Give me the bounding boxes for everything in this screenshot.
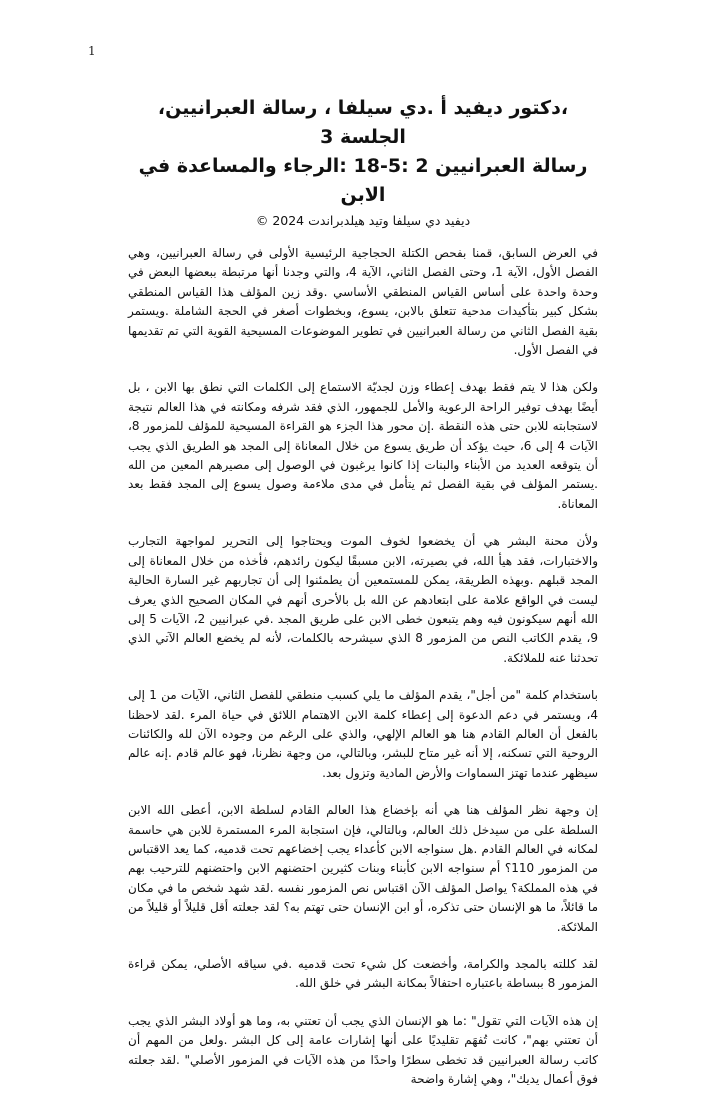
document-title bbox=[128, 94, 598, 210]
page-number: 1 bbox=[88, 44, 96, 58]
paragraph-7: إن هذه الآيات التي تقول" :ما هو الإنسان الذي يجب أن تعتني به، وما هو أولاد البشر الذي يجب أن تعتني بهم"، كانت تُفهَم تقليديًا على أنها إشارات عامة إلى كل البشر .ولعل من المهم أن كاتب رسالة العبرانيين قد تخطى سطرًا واحدًا من هذه الآيات في المزمور الأصلي" .لقد جعلته فوق أعمال يديك"، وهي إشارة واضحة bbox=[128, 1013, 598, 1087]
paragraph-1: في العرض السابق، قمنا بفحص الكتلة الحجاجية الرئيسية الأولى في رسالة العبرانيين، وهي الفصل الأول، الآية 1، وحتى الفصل الثاني، الآية 4، والتي وجدنا أنها مرتبطة ببعضها البعض في وحدة واحدة على أساس القياس المنطقي الأساسي .وقد زين المؤلف هذا القياس المنطقي بشكل كبير بتأكيدات مدحية تتعلق بالابن، يسوع، وبخطوات أصغر في الحجة الشاملة .ويستمر بقية الفصل الثاني من رسالة العبرانيين في تطوير الموضوعات المسيحية القوية التي تم تقديمها في الفصل الأول. bbox=[128, 246, 598, 358]
paragraph-3: ولأن محنة البشر هي أن يخضعوا لخوف الموت ويحتاجوا إلى التحرير لمواجهة التجارب والاختبارات، فقد هيأ الله، في بصيرته، الابن مسبقًا ليكون رائدهم، فأخذه من خلال المعاناة إلى المجد قبلهم .وبهذه الطريقة، يمكن للمستمعين أن يطمئنوا إلى أن تجاربهم غير السارة الحالية ليست في الواقع علامة على ابتعادهم عن الله بل بالأحرى أنهم في المكان الصحيح الذي يعرف الله أنهم سيكونون فيه وهم يتبعون خطى الابن على طريق المجد .في عبرانيين 2، الآيات 5 إلى 9، يقدم الكاتب النص من المزمور 8 الذي سيشرحه بالكلمات، لأنه لم يخضع العالم الآتي الذي تحدثنا عنه للملائكة. bbox=[128, 534, 598, 665]
title-line-2: رسالة العبرانيين 2 :5-18 :الرجاء والمساعدة في الابن bbox=[138, 155, 588, 206]
paragraph-5: إن وجهة نظر المؤلف هنا هي أنه بإخضاع هذا العالم القادم لسلطة الابن، أعطى الله الابن السلطة على من سيدخل ذلك العالم، وبالتالي، فإن استجابة المرء المستمرة للابن هي حاسمة لمكانه في العالم القادم .هل سنواجه الابن كأعداء يجب إخضاعهم تحت قدميه، كما يعد الاقتباس من المزمور 110؟ أم سنواجه الابن كأبناء وبنات كثيرين احتضنهم الابن واحتضنهم للترحيب بهم في هذه المملكة؟ يواصل المؤلف الآن اقتباس نص المزمور نفسه .لقد شهد شخص ما في مكان ما قائلاً، ما هو الإنسان حتى تذكره، أو ابن الإنسان حتى تهتم به؟ لقد جعلته أقل قليلاً أو قليلاً من الملائكة. bbox=[128, 803, 598, 934]
paragraph-6: لقد كللته بالمجد والكرامة، وأخضعت كل شيء تحت قدميه .في سياقه الأصلي، يمكن قراءة المزمور 8 ببساطة باعتباره احتفالاً بمكانة البشر في خلق الله. bbox=[128, 957, 598, 991]
paragraph-2: ولكن هذا لا يتم فقط بهدف إعطاء وزن لجديّة الاستماع إلى الكلمات التي نطق بها الابن ، بل أيضًا بهدف توفير الراحة الرعوية والأمل للجمهور، الذي فقد شرفه ومكانته في هذا العالم نتيجة لاستجابته للابن حتى هذه النقطة .إن محور هذا الجزء هو القراءة المسيحية للمؤلف للمزمور 8، الآيات 4 إلى 6، حيث يؤكد أن طريق يسوع من خلال المعاناة إلى المجد هو الطريق الذي يجب أن يتوقعه العديد من الأبناء والبنات إذا كانوا يرغبون في الوصول إلى مصيرهم المعين من الله .يستمر المؤلف في بقية الفصل ثم يتأمل في مدى ملاءمة وصول يسوع إلى المجد فقط بعد المعاناة. bbox=[128, 380, 598, 511]
document-body bbox=[128, 94, 598, 1107]
paragraph-4: باستخدام كلمة "من أجل"، يقدم المؤلف ما يلي كسبب منطقي للفصل الثاني، الآيات من 1 إلى 4، ويستمر في دعم الدعوة إلى إعطاء كلمة الابن الاهتمام اللائق في حياة المرء .لقد لاحظنا بالفعل أن العالم القادم هنا هو العالم الإلهي، والذي على الرغم من وجوده الآن لله والكائنات الروحية التي تسكنه، إلا أنه غير متاح للبشر، وبالتالي، من وجهة نظرنا، فهو عالم قادم .إنه عالم سيظهر عندما تهتز السماوات والأرض المادية وتزول بعد. bbox=[128, 688, 598, 780]
copyright-byline: ديفيد دي سيلفا وتيد هيلدبراندت 2024 © bbox=[255, 213, 471, 228]
title-line-1: ،دكتور ديفيد أ .دي سيلفا ، رسالة العبرانيين، الجلسة 3 bbox=[157, 97, 569, 148]
